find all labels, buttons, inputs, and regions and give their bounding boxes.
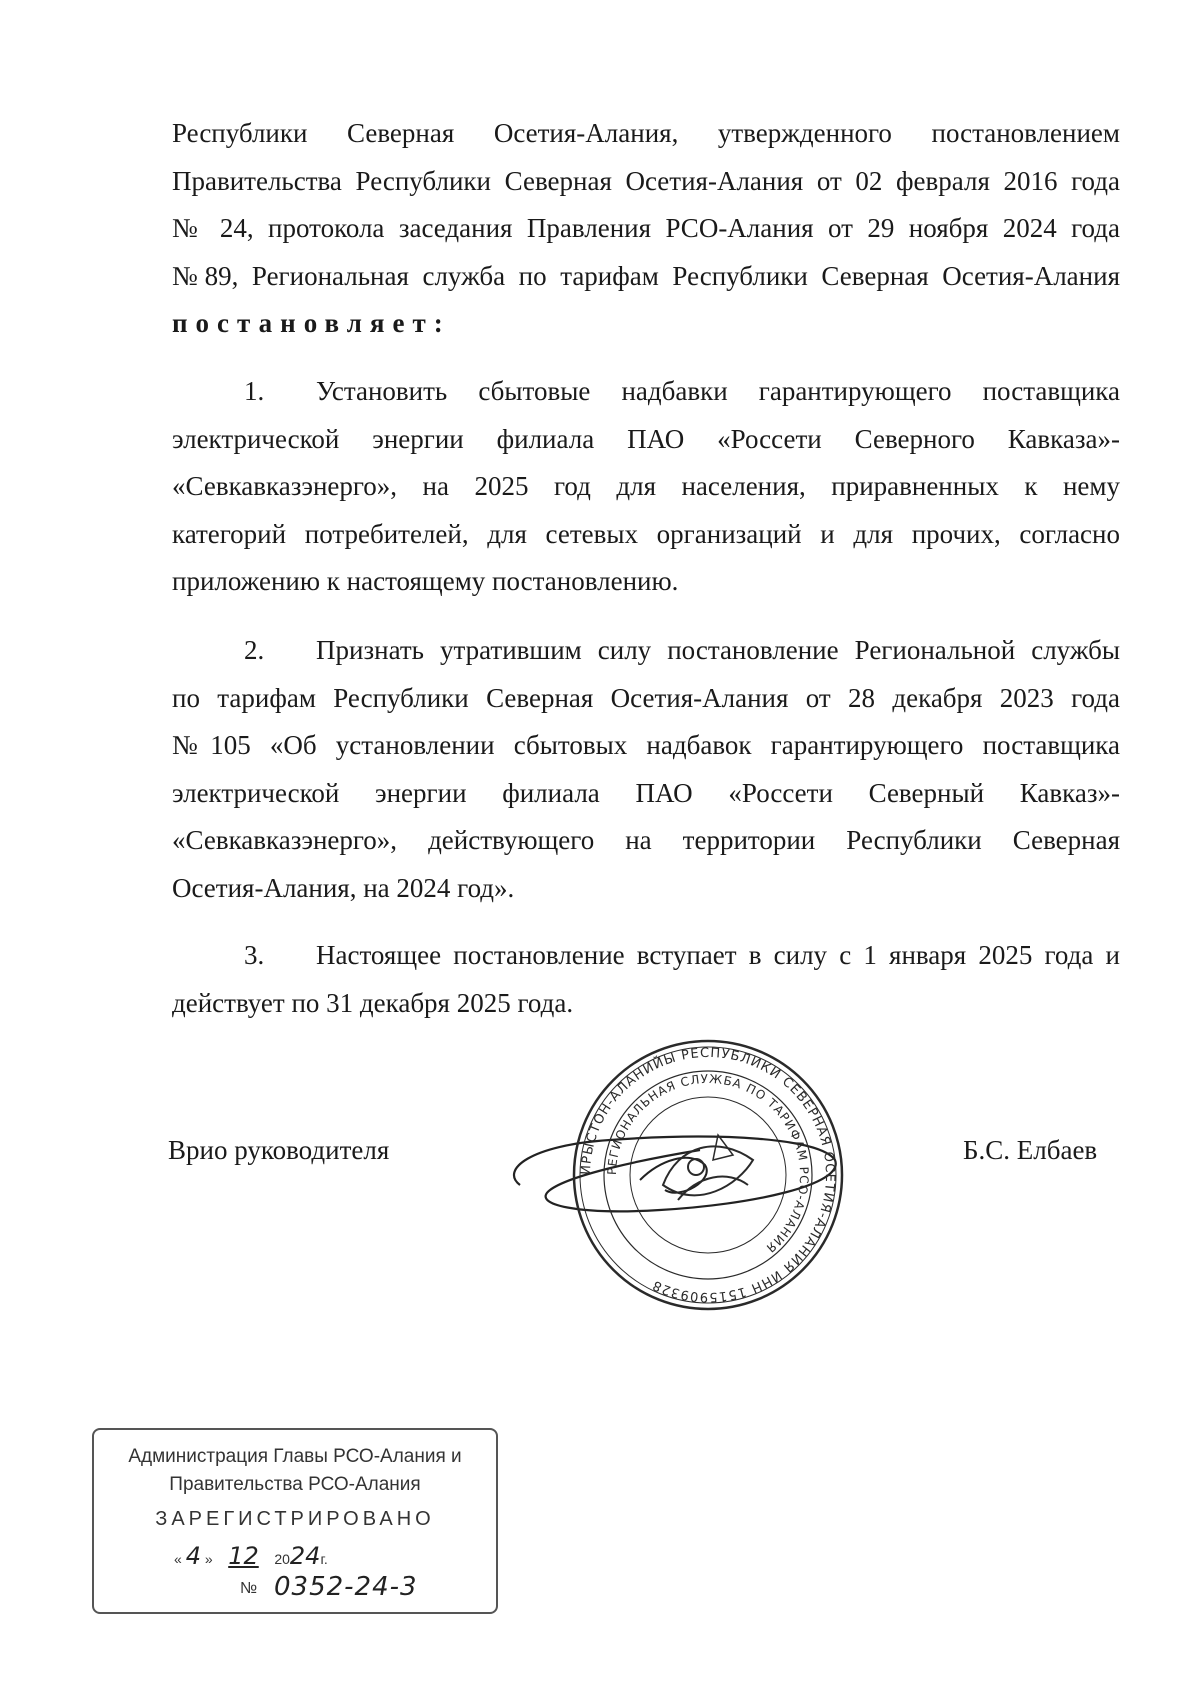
item-line: электрической энергии филиала ПАО «Россети Северный Кавказ»- [172, 777, 1120, 808]
svg-text:РЕГИОНАЛЬНАЯ СЛУЖБА ПО ТАРИФАМ: РЕГИОНАЛЬНАЯ СЛУЖБА ПО ТАРИФАМ РСО-АЛАНИЯ [604, 1071, 812, 1256]
item-line: «Севкавказэнерго», действующего на территории Республики Северная [172, 825, 1120, 855]
item-first-line [172, 932, 1120, 980]
registration-authority-line2: Правительства РСО-Алания [169, 1474, 421, 1495]
item-line: «Севкавказэнерго», на 2025 год для населения, приравненных к нему [172, 471, 1120, 501]
registration-authority-line1: Администрация Главы РСО-Алания и [128, 1446, 462, 1467]
preamble-line: Правительства Республики Северная Осетия-Алания от 02 февраля 2016 года [172, 165, 1120, 196]
registration-year-suffix: 24 [289, 1542, 321, 1570]
item-3 [172, 932, 1120, 1027]
item-line: Осетия-Алания, на 2024 год». [172, 872, 515, 903]
item-first-line [172, 627, 1120, 675]
registration-month: 12 [228, 1542, 259, 1570]
registration-year-unit: г. [320, 1551, 328, 1567]
registration-stamp [92, 1428, 498, 1614]
item-first-line [172, 368, 1120, 416]
item-number: 2. [244, 635, 265, 665]
resolves-word: постановляет: [172, 308, 451, 338]
item-line-text: Настоящее постановление вступает в силу с 1 января 2025 года и [316, 940, 1120, 970]
item-number: 3. [244, 940, 265, 970]
item-line: категорий потребителей, для сетевых организаций и для прочих, согласно [172, 518, 1120, 549]
item-line: электрической энергии филиала ПАО «Россети Северного Кавказа»- [172, 423, 1120, 454]
official-seal [568, 1035, 848, 1315]
item-number: 1. [244, 376, 265, 406]
svg-text:ИРЫСТОН-АЛАНИЙЫ РЕСПУБЛИКИ СЕВ: ИРЫСТОН-АЛАНИЙЫ РЕСПУБЛИКИ СЕВЕРНАЯ ОСЕТИЯ-АЛАНИЯ ИНН 1515909328 [578, 1045, 838, 1305]
registration-day: 4 [185, 1542, 201, 1570]
item-line-text: Признать утратившим силу постановление Региональной службы [316, 635, 1120, 665]
signatory-name: Б.С. Елбаев [963, 1135, 1098, 1165]
preamble [172, 110, 1120, 348]
item-line: по тарифам Республики Северная Осетия-Алания от 28 декабря 2023 года [172, 682, 1120, 713]
registration-year-prefix: 20 [274, 1551, 290, 1567]
item-1 [172, 368, 1120, 606]
signatory-position: Врио руководителя [168, 1135, 390, 1165]
item-2 [172, 627, 1120, 912]
registration-number-label: № [240, 1580, 258, 1597]
registration-number: 0352-24-3 [274, 1572, 418, 1602]
item-line: приложению к настоящему постановлению. [172, 566, 679, 596]
preamble-line: № 24, протокола заседания Правления РСО-Алания от 29 ноября 2024 года [172, 213, 1120, 243]
preamble-line: Республики Северная Осетия-Алания, утвержденного постановлением [172, 118, 1120, 148]
preamble-line: №89, Региональная служба по тарифам Республики Северная Осетия-Алания [172, 260, 1120, 291]
registration-status: ЗАРЕГИСТРИРОВАНО [155, 1508, 435, 1530]
item-line-text: Установить сбытовые надбавки гарантирующего поставщика [316, 376, 1120, 406]
registration-date: « 4 » 12 2024г. [174, 1542, 328, 1570]
item-line: действует по 31 декабря 2025 года. [172, 987, 574, 1018]
item-line: №105 «Об установлении сбытовых надбавок гарантирующего поставщика [172, 730, 1120, 760]
